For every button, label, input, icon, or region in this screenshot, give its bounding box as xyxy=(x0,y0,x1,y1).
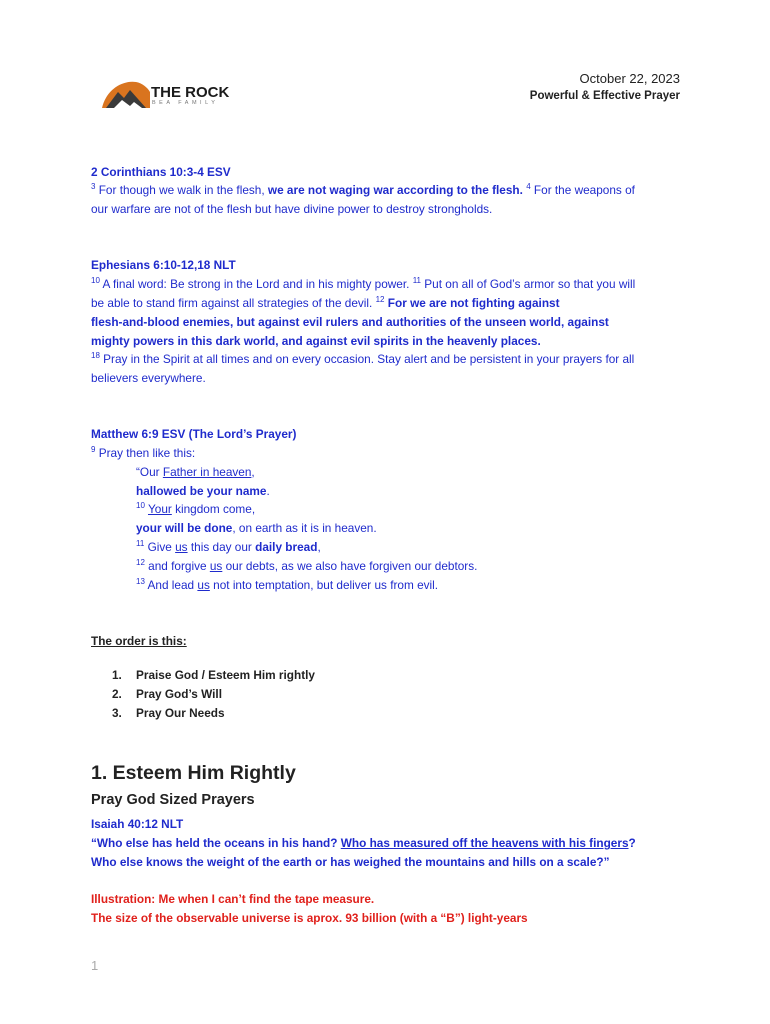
scripture-reference-isaiah: Isaiah 40:12 NLT xyxy=(91,817,184,831)
list-item xyxy=(112,704,225,723)
logo-subtext: BEA FAMILY xyxy=(152,100,219,106)
document-title: Powerful & Effective Prayer xyxy=(529,90,680,102)
prayer-line xyxy=(136,482,270,501)
scripture-underline: Who has measured off the heavens with his fingers xyxy=(340,836,629,850)
scripture-underline: us xyxy=(175,540,188,554)
prayer-line xyxy=(136,538,321,557)
verse-number: 11 xyxy=(412,276,422,285)
scripture-underline: us xyxy=(197,578,210,592)
scripture-text-line xyxy=(91,181,635,200)
list-text: Praise God / Esteem Him rightly xyxy=(136,668,315,682)
scripture-underline: Your xyxy=(147,502,172,516)
scripture-text: For though we walk in the flesh, xyxy=(95,183,268,197)
verse-number: 9 xyxy=(91,445,96,454)
scripture-reference-matthew: Matthew 6:9 ESV (The Lord’s Prayer) xyxy=(91,427,297,441)
scripture-text: our debts, as we also have forgiven our debtors. xyxy=(222,559,478,573)
scripture-emphasis: daily bread xyxy=(255,540,318,554)
section-heading: 1. Esteem Him Rightly xyxy=(91,762,296,784)
scripture-underline: us xyxy=(209,559,223,573)
document-date: October 22, 2023 xyxy=(579,71,680,86)
list-number: 3. xyxy=(112,706,122,720)
scripture-emphasis-line: flesh-and-blood enemies, but against evil rulers and authorities of the unseen world, against xyxy=(91,315,609,329)
scripture-reference-corinthians: 2 Corinthians 10:3-4 ESV xyxy=(91,165,231,179)
scripture-emphasis: “Who else has held the oceans in his hand? xyxy=(91,836,341,850)
scripture-text: . xyxy=(266,484,270,498)
prayer-line xyxy=(136,463,255,482)
logo-wordmark: THE ROCK xyxy=(151,84,230,101)
section-subheading: Pray God Sized Prayers xyxy=(91,792,255,808)
scripture-quote-line xyxy=(91,834,636,853)
scripture-emphasis: ? xyxy=(628,836,636,850)
scripture-quote-line: Who else knows the weight of the earth or has weighed the mountains and hills on a scale?” xyxy=(91,855,610,869)
scripture-text: and forgive xyxy=(144,559,210,573)
scripture-text: , on earth as it is in heaven. xyxy=(232,521,377,535)
scripture-text: not into temptation, but deliver us from evil. xyxy=(209,578,439,592)
scripture-text: be able to stand firm against all strategies of the devil. xyxy=(91,296,376,310)
scripture-text: “Our xyxy=(136,465,163,479)
prayer-line xyxy=(136,519,377,538)
order-heading: The order is this: xyxy=(91,634,187,648)
scripture-text: Pray then like this: xyxy=(95,446,196,460)
scripture-text: Pray in the Spirit at all times and on every occasion. Stay alert and be persistent in your prayers for all xyxy=(99,352,635,366)
scripture-underline: Father in heaven xyxy=(162,465,252,479)
scripture-text-line xyxy=(91,275,635,294)
scripture-text: this day our xyxy=(187,540,256,554)
scripture-text-line: our warfare are not of the flesh but have divine power to destroy strongholds. xyxy=(91,202,493,216)
verse-number: 3 xyxy=(91,182,96,191)
scripture-text-line xyxy=(91,294,560,313)
scripture-reference-ephesians: Ephesians 6:10-12,18 NLT xyxy=(91,258,236,272)
verse-number: 18 xyxy=(91,351,100,360)
scripture-emphasis: hallowed be your name xyxy=(136,484,267,498)
scripture-text: , xyxy=(317,540,321,554)
scripture-text-line xyxy=(91,444,195,463)
prayer-line xyxy=(136,500,255,519)
verse-number: 12 xyxy=(136,558,145,567)
scripture-text: kingdom come, xyxy=(171,502,256,516)
list-number: 1. xyxy=(112,668,122,682)
verse-number: 4 xyxy=(526,182,531,191)
verse-number: 10 xyxy=(91,276,100,285)
scripture-text-line xyxy=(91,350,634,369)
scripture-text: For the weapons of xyxy=(530,183,635,197)
list-text: Pray God’s Will xyxy=(136,687,222,701)
scripture-text: Put on all of God’s armor so that you will xyxy=(421,277,636,291)
scripture-text-line: believers everywhere. xyxy=(91,371,206,385)
list-text: Pray Our Needs xyxy=(136,706,225,720)
list-number: 2. xyxy=(112,687,122,701)
verse-number: 11 xyxy=(136,539,145,548)
scripture-text: And lead xyxy=(144,578,198,592)
scripture-text: A final word: Be strong in the Lord and in his mighty power. xyxy=(99,277,413,291)
illustration-note: Illustration: Me when I can’t find the tape measure. xyxy=(91,892,375,906)
list-item xyxy=(112,685,222,704)
illustration-note: The size of the observable universe is aprox. 93 billion (with a “B”) light-years xyxy=(91,911,528,925)
list-item xyxy=(112,666,315,685)
scripture-emphasis: your will be done xyxy=(136,521,233,535)
scripture-emphasis: we are not waging war according to the flesh. xyxy=(267,183,523,197)
scripture-text: , xyxy=(251,465,255,479)
scripture-emphasis-line: mighty powers in this dark world, and against evil spirits in the heavenly places. xyxy=(91,334,541,348)
page-number: 1 xyxy=(91,958,99,973)
verse-number: 12 xyxy=(375,295,385,304)
verse-number: 13 xyxy=(136,577,145,586)
verse-number: 10 xyxy=(136,501,145,510)
prayer-line xyxy=(136,557,477,576)
scripture-text: Give xyxy=(144,540,176,554)
prayer-line xyxy=(136,576,438,595)
scripture-emphasis: For we are not fighting against xyxy=(384,296,560,310)
